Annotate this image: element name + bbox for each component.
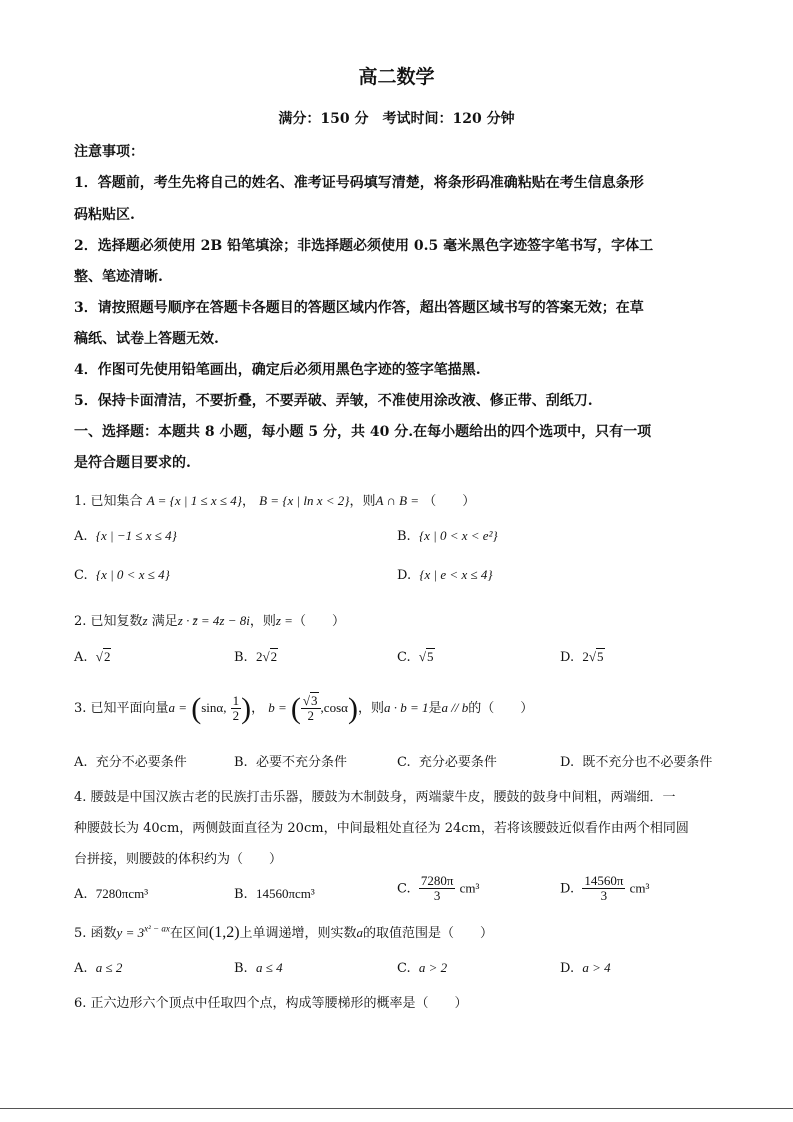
q3-vector-a: a =: [168, 700, 188, 715]
notice-item-3b: 稿纸、试卷上答题无效.: [74, 331, 219, 347]
q4-option-d-unit: cm³: [629, 880, 650, 896]
section-heading-cont: 是符合题目要求的.: [74, 455, 191, 471]
question-4-line-2: 种腰鼓长为 40cm，两侧鼓面直径为 20cm，中间最粗处直径为 24cm，若将该腰鼓近似看作由两个相同圆: [74, 821, 689, 836]
q3-tail: 的（ ）: [468, 701, 534, 716]
q3-condition: a · b = 1: [383, 700, 429, 715]
notice-item-2a: 2．选择题必须使用 2B 铅笔填涂；非选择题必须使用 0.5 毫米黑色字迹签字笔书写，字体工: [74, 238, 654, 254]
q2-ask: z =: [275, 613, 293, 628]
q5-variable-a: a: [356, 925, 364, 940]
q2-option-b[interactable]: B. 2√2: [234, 649, 278, 665]
q1-comma: ，: [241, 494, 255, 509]
q2-answer-paren: （ ）: [292, 614, 345, 629]
q3-parallel: a // b: [441, 700, 469, 715]
q3-option-b-text: 必要不充分条件: [255, 755, 347, 770]
notice-item-2b: 整、笔迹清晰.: [74, 269, 163, 285]
q3-root3-half: $\frac{√3}{2}$: [301, 694, 321, 724]
q5-option-c-math: a > 2: [418, 960, 448, 975]
q3-option-d[interactable]: D. 既不充分也不必要条件: [560, 755, 713, 770]
q3-then: ，则: [357, 701, 384, 716]
q2-prefix: 2. 已知复数: [74, 614, 143, 629]
q5-option-b[interactable]: B. a ≤ 4: [234, 960, 283, 976]
q3-cos: ,cosα: [320, 700, 348, 715]
q2-option-b-math: 2√2: [255, 649, 278, 664]
q3-option-c-text: 充分必要条件: [418, 755, 497, 770]
q1-option-a-math: {x | −1 ≤ x ≤ 4}: [95, 528, 177, 543]
q5-option-c[interactable]: C. a > 2: [397, 960, 448, 976]
q5-mid: 在区间: [169, 926, 209, 941]
question-4-line-1: 4. 腰鼓是中国汉族古老的民族打击乐器，腰鼓为木制鼓身，两端蒙牛皮，腰鼓的鼓身中间粗，两端细．一: [74, 790, 676, 805]
q5-interval: (1,2): [208, 924, 240, 941]
question-6: 6. 正六边形六个顶点中任取四个点，构成等腰梯形的概率是（ ）: [74, 996, 468, 1011]
q3-vector-b: b =: [268, 700, 287, 715]
q3-is: 是: [428, 701, 442, 716]
q1-option-a[interactable]: A. {x | −1 ≤ x ≤ 4}: [74, 528, 177, 544]
question-4-line-3: 台拼接，则腰鼓的体积约为（ ）: [74, 852, 283, 867]
q2-option-d[interactable]: D. 2√5: [560, 649, 604, 665]
q3-sin: sinα,: [201, 700, 227, 715]
q4-option-c[interactable]: C. $\frac{7280\pi}{3}$ cm³: [397, 873, 480, 904]
q1-then: ，则: [349, 494, 376, 509]
q4-option-b-value: 14560πcm³: [255, 886, 315, 901]
q4-option-d-frac: $\frac{14560\pi}{3}$: [584, 873, 624, 904]
q2-then: ，则: [249, 614, 276, 629]
section-heading: 一、选择题：本题共 8 小题，每小题 5 分，共 40 分.在每小题给出的四个选项中，只有一项: [74, 424, 652, 440]
exam-meta: 满分：150 分 考试时间：120 分钟: [278, 111, 515, 127]
q3-option-d-text: 既不充分也不必要条件: [582, 755, 713, 770]
q1-prefix: 1. 已知集合: [74, 494, 143, 509]
q1-option-d[interactable]: D. {x | e < x ≤ 4}: [397, 567, 493, 583]
q4-option-a[interactable]: A. 7280πcm³: [74, 886, 149, 902]
q5-option-a-math: a ≤ 2: [95, 960, 123, 975]
q5-exponent: x² − ax: [144, 923, 170, 934]
q2-equation: z · z̄ = 4z − 8i: [177, 613, 250, 628]
page-title: 高二数学: [358, 66, 435, 88]
q2-option-c-math: √5: [418, 649, 434, 664]
q3-option-b[interactable]: B. 必要不充分条件: [234, 755, 347, 770]
q5-function: y = 3: [116, 925, 145, 940]
q5-option-a[interactable]: A. a ≤ 2: [74, 960, 123, 976]
notice-item-1a: 1．答题前，考生先将自己的姓名、准考证号码填写清楚，将条形码准确粘贴在考生信息条形: [74, 175, 644, 191]
notice-item-3a: 3．请按照题号顺序在答题卡各题目的答题区域内作答，超出答题区域书写的答案无效；在草: [74, 300, 644, 316]
page-bottom-rule: [0, 1108, 793, 1109]
q1-option-b[interactable]: B. {x | 0 < x < e²}: [397, 528, 498, 544]
notice-item-1b: 码粘贴区.: [74, 207, 135, 223]
notice-item-5: 5．保持卡面清洁，不要折叠，不要弄破、弄皱，不准使用涂改液、修正带、刮纸刀.: [74, 393, 593, 409]
q3-prefix: 3. 已知平面向量: [74, 701, 169, 716]
q1-answer-paren: （ ）: [423, 494, 476, 509]
q1-set-b: B = {x | ln x < 2}: [259, 493, 350, 508]
q2-satisfies: 满足: [151, 614, 178, 629]
q4-option-a-value: 7280πcm³: [95, 886, 149, 901]
q3-option-a[interactable]: A. 充分不必要条件: [74, 755, 187, 770]
q1-set-a: A = {x | 1 ≤ x ≤ 4}: [146, 493, 242, 508]
q3-option-a-text: 充分不必要条件: [95, 755, 187, 770]
q2-option-d-math: 2√5: [582, 649, 604, 664]
q5-option-b-math: a ≤ 4: [255, 960, 283, 975]
q4-option-d[interactable]: D. $\frac{14560\pi}{3}$ cm³: [560, 873, 650, 904]
q4-option-c-frac: $\frac{7280\pi}{3}$: [420, 873, 454, 904]
q2-option-c[interactable]: C. √5: [397, 649, 434, 665]
q1-option-d-math: {x | e < x ≤ 4}: [419, 567, 493, 582]
q2-option-a-math: √2: [95, 649, 111, 664]
q5-option-d-math: a > 4: [582, 960, 611, 975]
q1-expr: A ∩ B =: [375, 493, 420, 508]
q5-option-d[interactable]: D. a > 4: [560, 960, 611, 976]
q5-rest: 上单调递增，则实数: [239, 926, 357, 941]
q4-option-b[interactable]: B. 14560πcm³: [234, 886, 315, 902]
question-5: [74, 922, 493, 942]
q1-option-c[interactable]: C. {x | 0 < x ≤ 4}: [74, 567, 170, 583]
q5-prefix: 5. 函数: [74, 926, 117, 941]
q4-option-c-unit: cm³: [459, 880, 480, 896]
question-2: [74, 610, 345, 629]
q1-option-b-math: {x | 0 < x < e²}: [418, 528, 498, 543]
question-1: [74, 490, 475, 509]
q3-half: $\frac{1}{2}$: [232, 692, 240, 723]
q2-option-a[interactable]: A. √2: [74, 649, 111, 665]
q1-option-c-math: {x | 0 < x ≤ 4}: [95, 567, 170, 582]
q3-option-c[interactable]: C. 充分必要条件: [397, 755, 497, 770]
notice-item-4: 4．作图可先使用铅笔画出，确定后必须用黑色字迹的签字笔描黑.: [74, 362, 481, 378]
question-3: 3. 已知平面向量a = (sinα, $\frac{1}{2}$ )， b = ( $\frac{√3}{2}$ ,cosα)，则a · b = 1是a // b的（ ）: [74, 692, 534, 725]
q2-z: z: [142, 613, 148, 628]
notice-heading: 注意事项：: [74, 144, 144, 160]
q5-tail: 的取值范围是（ ）: [363, 926, 494, 941]
